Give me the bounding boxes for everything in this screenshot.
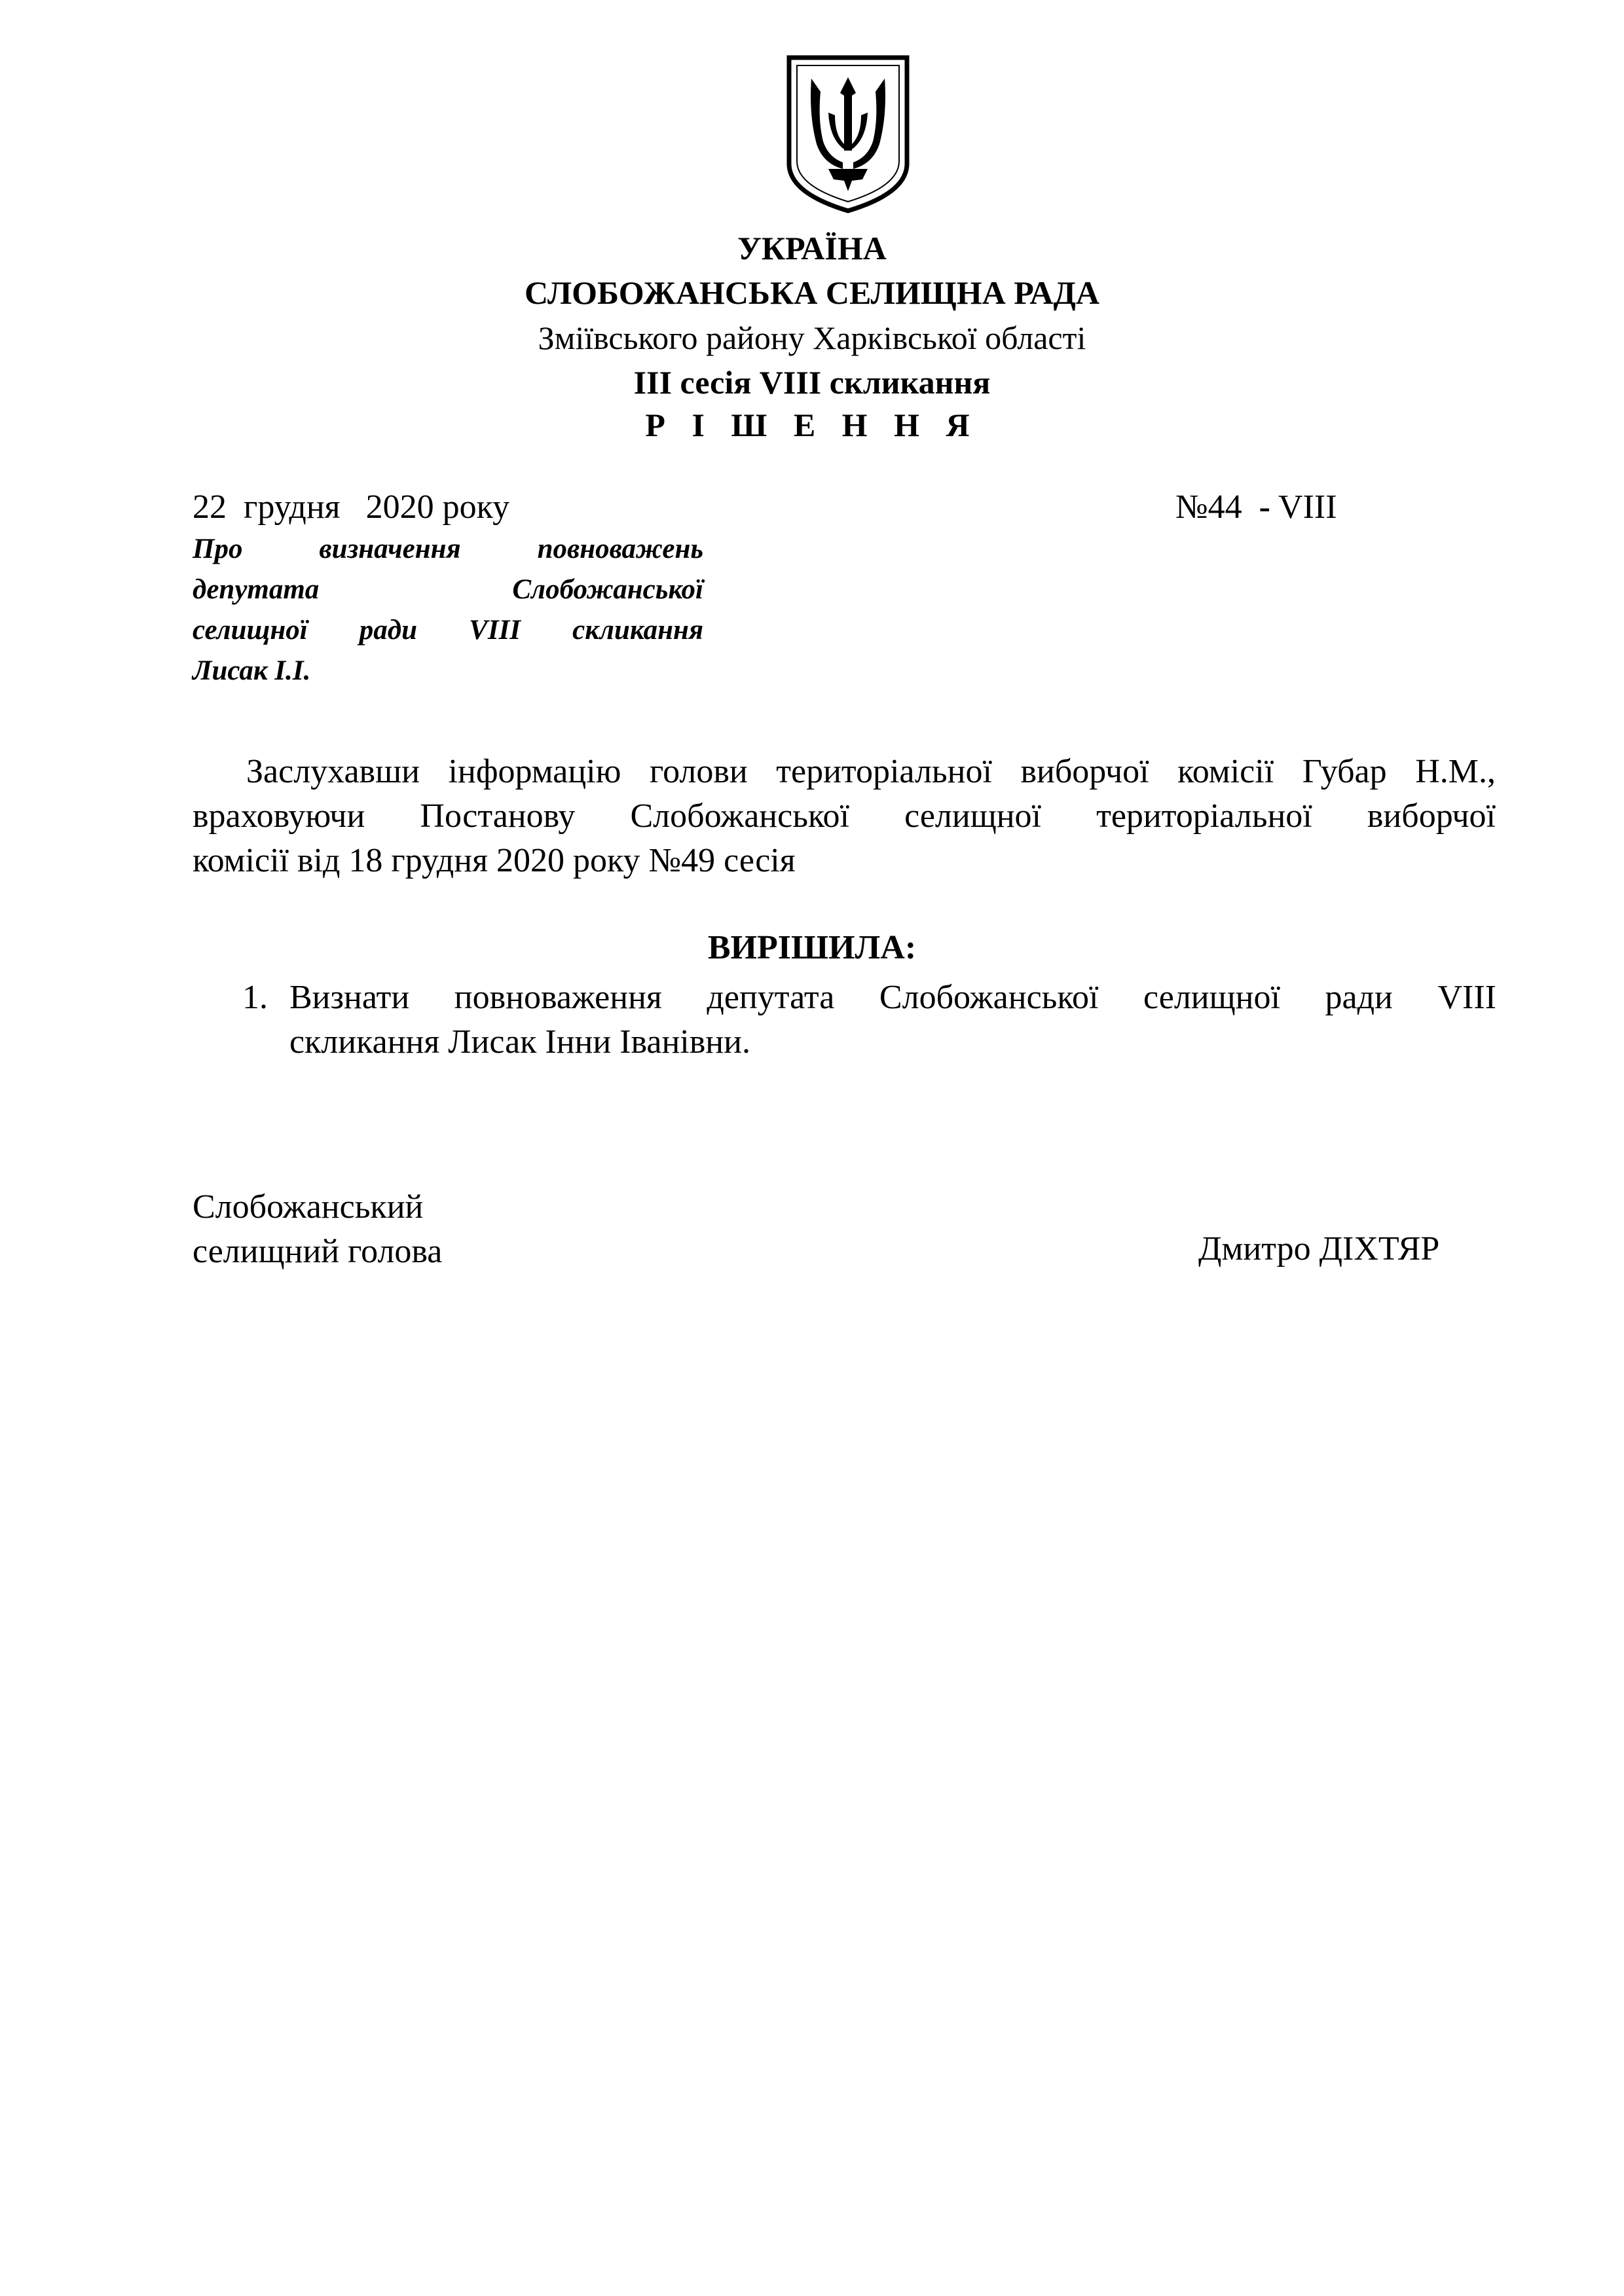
- decision-number-main: №44: [1175, 488, 1242, 526]
- signatory-name: Дмитро ДІХТЯР: [1198, 1230, 1440, 1267]
- item-number: 1.: [242, 979, 268, 1016]
- resolved-heading: ВИРІШИЛА:: [707, 929, 917, 966]
- item-line: скликання Лисак Інни Іванівни.: [289, 1023, 750, 1061]
- district-line: Зміївського району Харківської області: [538, 319, 1086, 356]
- decision-subject: [193, 529, 703, 691]
- council-title: СЛОБОЖАНСЬКА СЕЛИЩНА РАДА: [525, 274, 1099, 311]
- trident-coat-of-arms-icon: [783, 52, 913, 216]
- subject-line: селищної ради VIII скликання: [193, 615, 703, 646]
- subject-line: Про визначення повноважень: [193, 534, 703, 564]
- preamble-line: Заслухавши інформацію голови територіальної виборчої комісії Губар Н.М.,: [246, 753, 1496, 790]
- subject-line: депутата Слобожанської: [193, 574, 703, 605]
- decision-number: [1175, 488, 1337, 526]
- preamble-line: комісії від 18 грудня 2020 року №49 сесія: [193, 842, 796, 879]
- item-body: [289, 975, 1496, 1065]
- country-title: УКРАЇНА: [737, 230, 887, 266]
- signatory-title: [193, 1185, 442, 1274]
- decision-number-dash: -: [1259, 488, 1270, 526]
- preamble-paragraph: [193, 750, 1496, 883]
- document-type: Р І Ш Е Н Н Я: [645, 407, 979, 443]
- signatory-title-line: Слобожанський: [193, 1188, 424, 1226]
- decision-date: 22 грудня 2020 року: [193, 488, 510, 526]
- decision-number-convocation: VIII: [1278, 488, 1337, 526]
- item-line: Визнати повноваження депутата Слобожанської селищної ради VIII: [289, 979, 1496, 1016]
- signatory-title-line: селищний голова: [193, 1233, 443, 1270]
- preamble-line: враховуючи Постанову Слобожанської селищної територіальної виборчої: [193, 797, 1496, 835]
- session-line: ІІІ сесія VIII скликання: [633, 364, 991, 401]
- subject-line: Лисак І.І.: [193, 655, 311, 686]
